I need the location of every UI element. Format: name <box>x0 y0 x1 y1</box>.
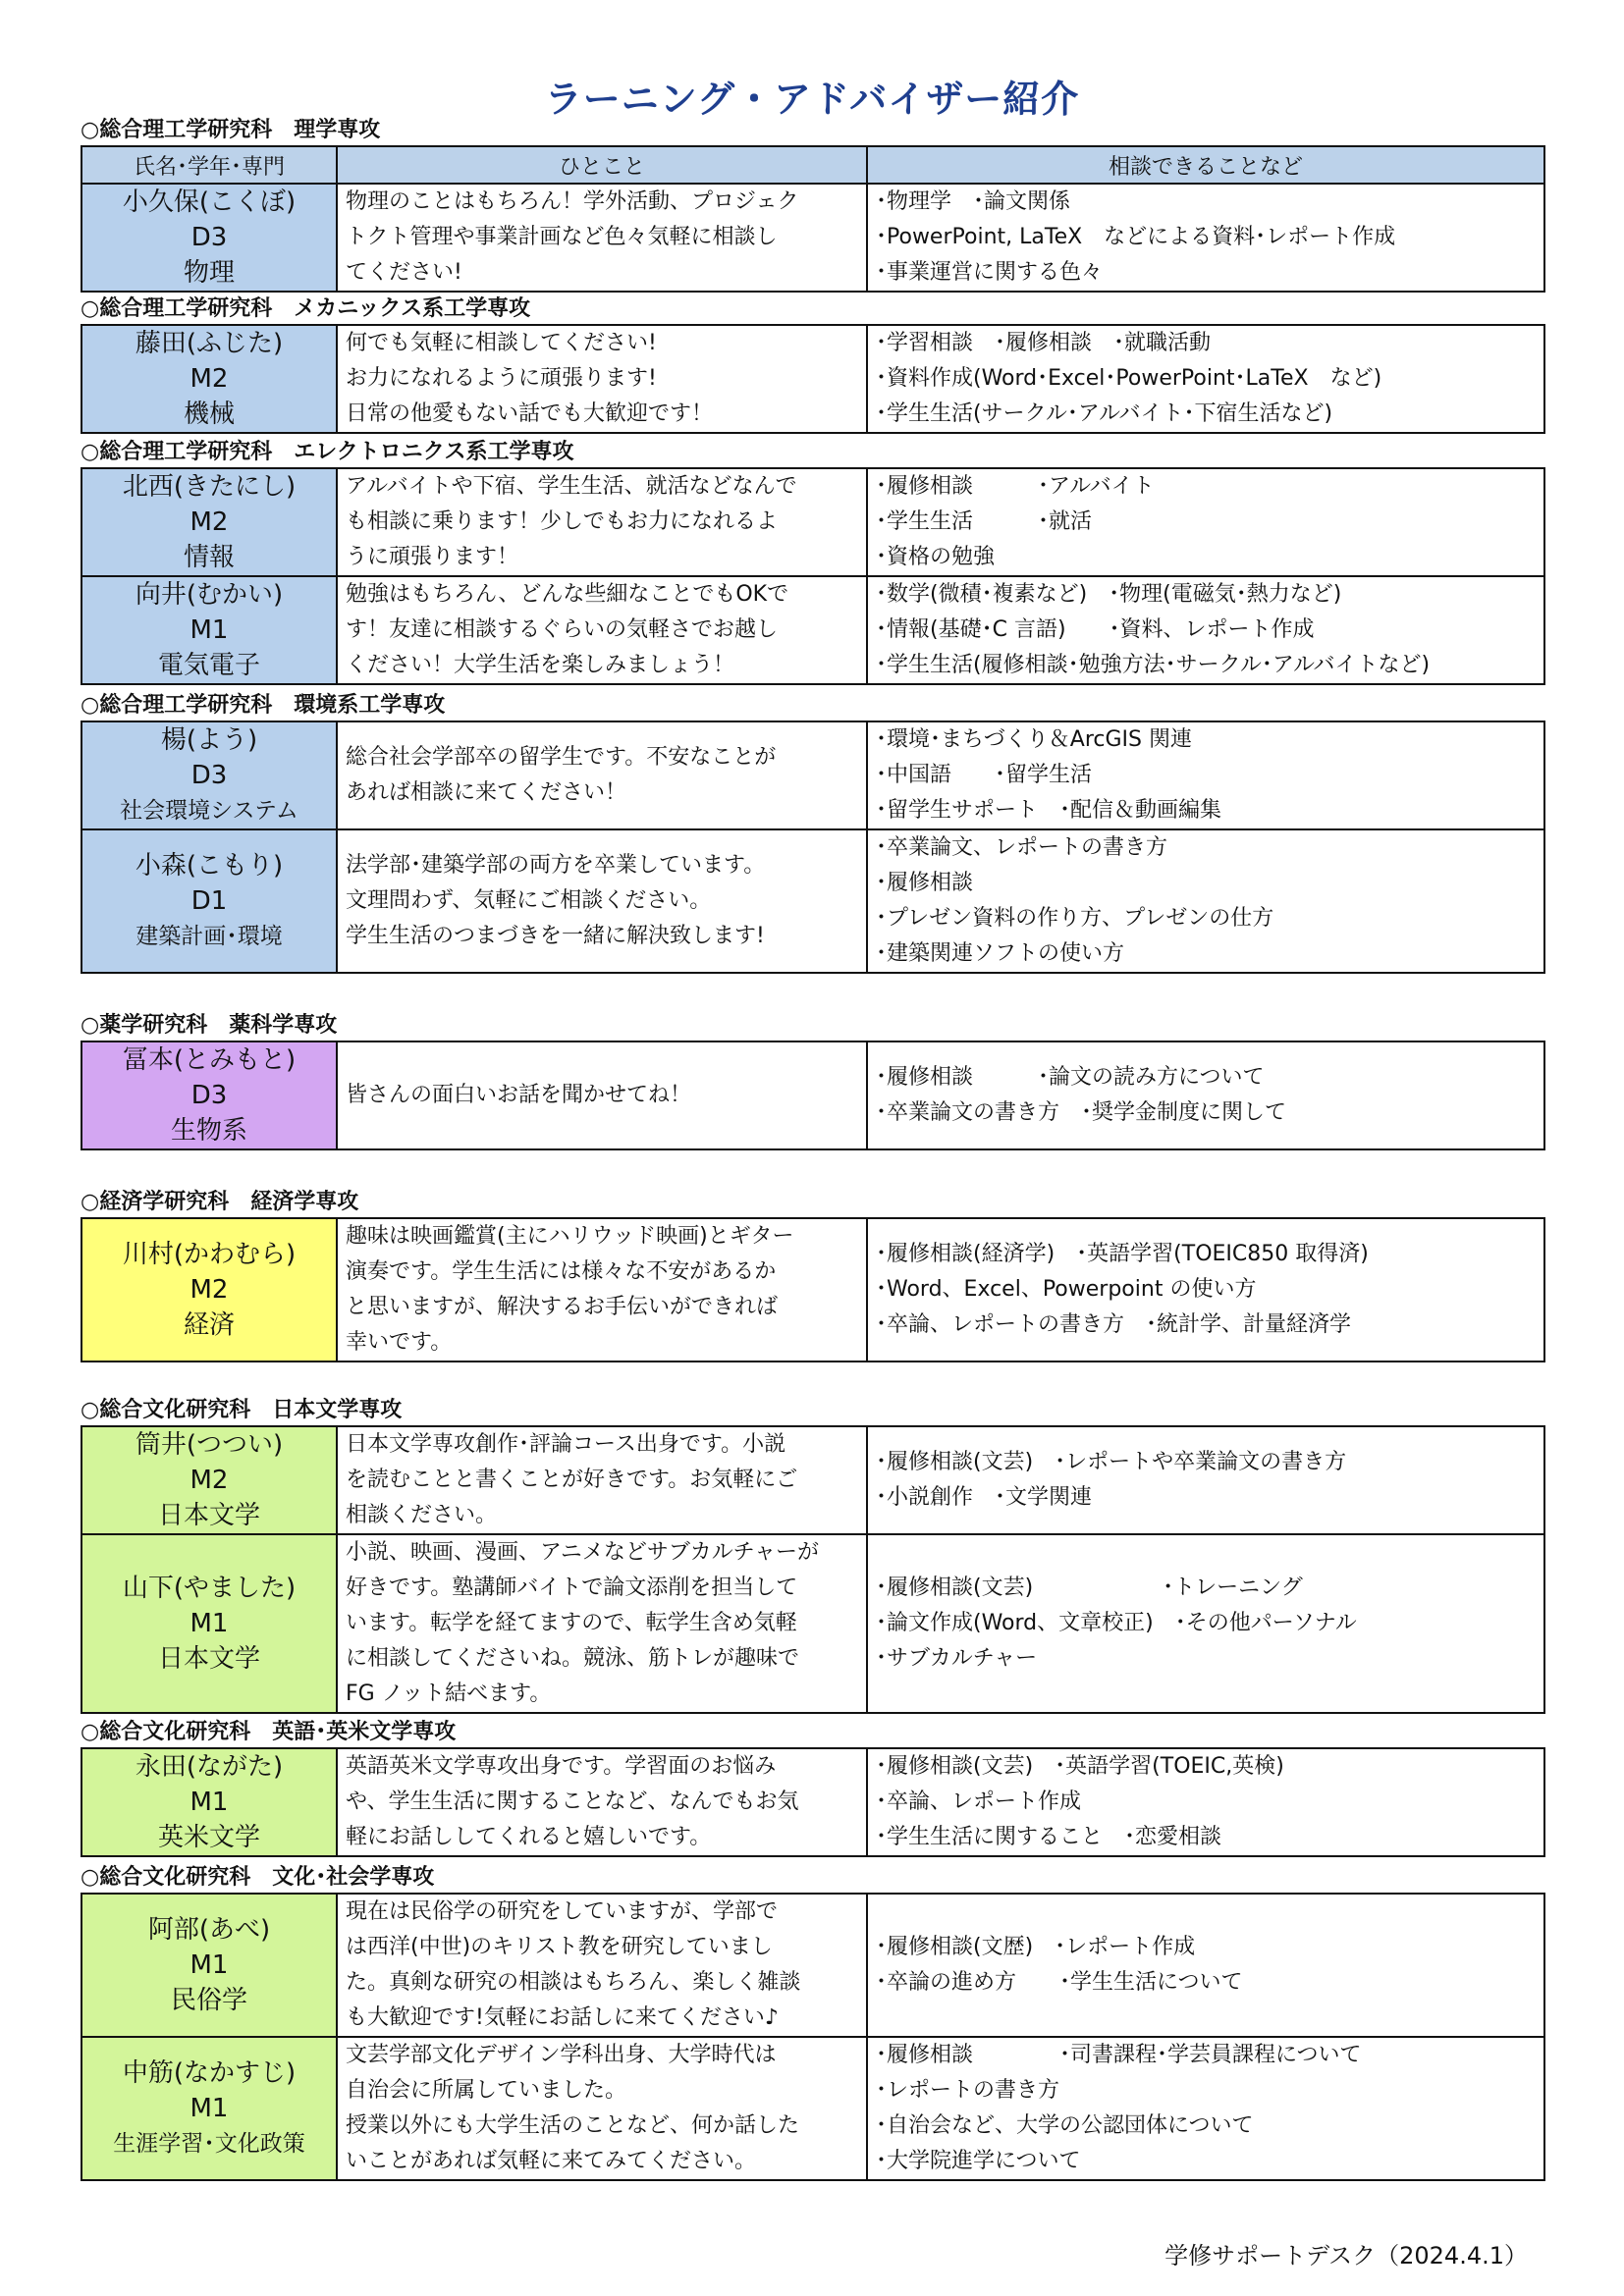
advisor-name: 冨本(とみもと) <box>122 1045 297 1075</box>
header-name: 氏名･学年･専門 <box>81 146 337 184</box>
message-line: 勉強はもちろん、どんな些細なことでもOKで <box>346 582 789 607</box>
section-heading: ○薬学研究科 薬科学専攻 <box>81 1013 338 1038</box>
message-line: 幸いです。 <box>346 1330 453 1355</box>
advisor-row <box>81 325 1544 433</box>
message-line: と思いますが、解決するお手伝いができれば <box>346 1295 779 1319</box>
advisor-dept: 英米文学 <box>157 1823 260 1852</box>
advisor-profile <box>81 1894 337 2037</box>
message-line: た。真剣な研究の相談はもちろん、楽しく雑談 <box>346 1970 801 1995</box>
section-english-literature <box>81 1718 1543 1857</box>
section-heading: ○総合文化研究科 文化･社会学専攻 <box>81 1865 435 1890</box>
advisor-topics <box>867 2037 1544 2180</box>
message-line: うに頑張ります！ <box>346 545 519 569</box>
section-heading: ○総合文化研究科 英語･英米文学専攻 <box>81 1720 457 1744</box>
message-line: 小説、映画、漫画、アニメなどサブカルチャーが <box>346 1540 820 1565</box>
advisor-topics <box>867 184 1544 292</box>
topic-line: ･学生生活に関すること ･恋愛相談 <box>876 1825 1222 1849</box>
message-line: に相談してくださいね。競泳、筋トレが趣味で <box>346 1646 800 1671</box>
advisor-table <box>81 1425 1545 1714</box>
advisor-message <box>337 184 867 292</box>
advisor-name: 藤田(ふじた) <box>135 329 284 358</box>
advisor-profile <box>81 1426 337 1534</box>
advisor-message <box>337 2037 867 2180</box>
section-pharmacy <box>81 1011 1543 1150</box>
message-line: 日本文学専攻創作･評論コース出身です。小説 <box>346 1432 786 1457</box>
message-line: 総合社会学部卒の留学生です。不安なことが <box>346 745 777 770</box>
message-line: 趣味は映画鑑賞(主にハリウッド映画)とギター <box>346 1224 794 1249</box>
topic-line: ･資料作成(Word･Excel･PowerPoint･LaTeX など) <box>876 366 1382 391</box>
advisor-profile <box>81 325 337 433</box>
advisor-name: 楊(よう) <box>160 725 258 755</box>
advisor-profile <box>81 576 337 684</box>
advisor-name: 阿部(あべ) <box>147 1915 271 1945</box>
advisor-message <box>337 1218 867 1362</box>
advisor-topics <box>867 1041 1544 1149</box>
advisor-row <box>81 468 1544 576</box>
advisor-row <box>81 1894 1544 2037</box>
advisor-row <box>81 829 1544 973</box>
message-line: 文芸学部文化デザイン学科出身、大学時代は <box>346 2043 777 2067</box>
advisor-topics <box>867 1218 1544 1362</box>
section-heading: ○総合理工学研究科 エレクトロニクス系工学専攻 <box>81 440 574 464</box>
message-line: 日常の他愛もない話でも大歓迎です！ <box>346 401 714 426</box>
topic-line: ･プレゼン資料の作り方、プレゼンの仕方 <box>876 906 1274 931</box>
message-line: います。転学を経てますので、転学生含め気軽 <box>346 1611 797 1635</box>
topic-line: ･物理学 ･論文関係 <box>876 189 1071 214</box>
advisor-message <box>337 721 867 829</box>
topic-line: ･留学生サポート ･配信＆動画編集 <box>876 798 1222 823</box>
advisor-topics <box>867 576 1544 684</box>
message-line: 相談ください。 <box>346 1503 498 1527</box>
topic-line: ･卒論、レポートの書き方 ･統計学、計量経済学 <box>876 1312 1352 1337</box>
advisor-dept: 生涯学習･文化政策 <box>113 2131 305 2157</box>
message-line: 皆さんの面白いお話を聞かせてね！ <box>346 1083 692 1107</box>
advisor-name: 向井(むかい) <box>135 580 284 610</box>
advisor-profile <box>81 1041 337 1149</box>
topic-line: ･履修相談(文歴) ･レポート作成 <box>876 1935 1196 1959</box>
message-line: 好きです。塾講師バイトで論文添削を担当して <box>346 1575 798 1600</box>
advisor-row <box>81 721 1544 829</box>
section-economics <box>81 1188 1543 1362</box>
advisor-dept: 社会環境システム <box>120 798 298 824</box>
header-topics: 相談できることなど <box>867 146 1544 184</box>
message-line: 演奏です。学生生活には様々な不安があるか <box>346 1259 777 1284</box>
advisor-row <box>81 1218 1544 1362</box>
topic-line: ･学生生活(履修相談･勉強方法･サークル･アルバイトなど) <box>876 653 1431 677</box>
advisor-year: M1 <box>189 1788 229 1817</box>
advisor-dept: 建築計画･環境 <box>135 924 283 949</box>
advisor-table <box>81 324 1545 434</box>
section-heading: ○総合理工学研究科 メカニックス系工学専攻 <box>81 296 531 321</box>
section-heading: ○総合理工学研究科 環境系工学専攻 <box>81 693 446 718</box>
topic-line: ･履修相談 <box>876 871 974 895</box>
message-line: 文理問わず、気軽にご相談ください。 <box>346 888 712 913</box>
advisor-profile <box>81 468 337 576</box>
advisor-table <box>81 1747 1545 1857</box>
advisor-dept: 経済 <box>183 1310 235 1340</box>
advisor-year: M1 <box>189 1950 229 1980</box>
message-line: は西洋(中世)のキリスト教を研究していまし <box>346 1935 773 1959</box>
advisor-topics <box>867 325 1544 433</box>
topic-line: ･サブカルチャー <box>876 1646 1038 1671</box>
message-line: アルバイトや下宿、学生生活、就活などなんで <box>346 474 797 499</box>
advisor-row <box>81 1534 1544 1713</box>
advisor-dept: 情報 <box>183 543 235 572</box>
advisor-topics <box>867 468 1544 576</box>
advisor-profile <box>81 1218 337 1362</box>
advisor-year: D1 <box>190 886 228 916</box>
message-line: 自治会に所属していました。 <box>346 2078 627 2103</box>
section-mechanics <box>81 294 1543 434</box>
advisor-row <box>81 1426 1544 1534</box>
topic-line: ･事業運営に関する色々 <box>876 260 1104 285</box>
advisor-row <box>81 184 1544 292</box>
topic-line: ･資格の勉強 <box>876 545 996 569</box>
section-science <box>81 116 1543 293</box>
advisor-year: M1 <box>189 615 229 645</box>
message-line: も相談に乗ります！少しでもお力になれるよ <box>346 509 779 534</box>
section-heading: ○総合理工学研究科 理学専攻 <box>81 118 381 142</box>
advisor-message <box>337 576 867 684</box>
advisor-profile <box>81 1534 337 1713</box>
advisor-table <box>81 721 1545 974</box>
topic-line: ･履修相談 ･論文の読み方について <box>876 1065 1265 1090</box>
message-line: を読むことと書くことが好きです。お気軽にご <box>346 1468 798 1492</box>
advisor-name: 中筋(なかすじ) <box>122 2058 297 2088</box>
page-title: ラーニング・アドバイザー紹介 <box>544 78 1080 121</box>
message-line: トクト管理や事業計画など色々気軽に相談し <box>346 225 778 249</box>
advisor-dept: 物理 <box>183 258 235 288</box>
message-line: 何でも気軽に相談してください! <box>346 331 657 355</box>
advisor-row <box>81 2037 1544 2180</box>
topic-line: ･学生生活(サークル･アルバイト･下宿生活など) <box>876 401 1333 426</box>
topic-line: ･卒業論文の書き方 ･奨学金制度に関して <box>876 1100 1287 1125</box>
advisor-year: D3 <box>190 1081 228 1110</box>
topic-line: ･数学(微積･複素など) ･物理(電磁気･熱力など) <box>876 582 1342 607</box>
advisor-table <box>81 145 1545 293</box>
topic-line: ･中国語 ･留学生活 <box>876 763 1093 787</box>
advisor-year: D3 <box>190 223 228 252</box>
topic-line: ･履修相談(文芸) ･レポートや卒業論文の書き方 <box>876 1450 1347 1474</box>
section-environment <box>81 691 1543 974</box>
advisor-year: D3 <box>190 761 228 790</box>
topic-line: ･建築関連ソフトの使い方 <box>876 941 1125 966</box>
message-line: 英語英米文学専攻出身です。学習面のお悩み <box>346 1754 777 1779</box>
advisor-name: 北西(きたにし) <box>122 472 297 502</box>
advisor-profile <box>81 829 337 973</box>
topic-line: ･情報(基礎･C 言語) ･資料、レポート作成 <box>876 617 1315 642</box>
advisor-profile <box>81 1748 337 1856</box>
advisor-year: M2 <box>189 1466 229 1495</box>
advisor-message <box>337 1894 867 2037</box>
advisor-topics <box>867 829 1544 973</box>
advisor-row <box>81 1041 1544 1149</box>
table-header-row <box>81 146 1544 184</box>
advisor-row <box>81 1748 1544 1856</box>
advisor-message <box>337 1041 867 1149</box>
advisor-year: M1 <box>189 2094 229 2123</box>
message-line: す！友達に相談するぐらいの気軽さでお越し <box>346 617 779 642</box>
message-line: 学生生活のつまづきを一緒に解決致します! <box>346 924 765 948</box>
advisor-name: 小久保(こくぼ) <box>122 187 297 217</box>
message-line: お力になれるように頑張ります! <box>346 366 657 391</box>
advisor-message <box>337 1748 867 1856</box>
advisor-message <box>337 325 867 433</box>
advisor-topics <box>867 1426 1544 1534</box>
topic-line: ･小説創作 ･文学関連 <box>876 1485 1093 1510</box>
advisor-table <box>81 1217 1545 1362</box>
advisor-year: M2 <box>189 1275 229 1305</box>
advisor-row <box>81 576 1544 684</box>
message-line: 現在は民俗学の研究をしていますが、学部で <box>346 1899 779 1924</box>
topic-line: ･レポートの書き方 <box>876 2078 1060 2103</box>
header-message: ひとこと <box>337 146 867 184</box>
topic-line: ･大学院進学について <box>876 2149 1081 2173</box>
advisor-profile <box>81 721 337 829</box>
topic-line: ･自治会など、大学の公認団体について <box>876 2113 1254 2138</box>
section-heading: ○経済学研究科 経済学専攻 <box>81 1190 359 1214</box>
footer-credit: 学修サポートデスク（2024.4.1） <box>1164 2242 1528 2269</box>
message-line: 授業以外にも大学生活のことなど、何か話した <box>346 2113 800 2138</box>
advisor-name: 永田(ながた) <box>135 1752 284 1782</box>
message-line: いことがあれば気軽に来てみてください。 <box>346 2149 757 2173</box>
message-line: あれば相談に来てください！ <box>346 780 627 805</box>
advisor-topics <box>867 1534 1544 1713</box>
message-line: てください! <box>346 260 462 285</box>
message-line: も大歓迎です!気軽にお話しに来てください♪ <box>346 2005 779 2030</box>
topic-line: ･卒論の進め方 ･学生生活について <box>876 1970 1243 1995</box>
advisor-dept: 日本文学 <box>157 1644 260 1674</box>
advisor-topics <box>867 721 1544 829</box>
advisor-name: 小森(こもり) <box>135 851 284 881</box>
topic-line: ･履修相談(文芸) ･トレーニング <box>876 1575 1303 1600</box>
topic-line: ･履修相談 ･アルバイト <box>876 474 1155 499</box>
topic-line: ･履修相談(経済学) ･英語学習(TOEIC850 取得済) <box>876 1242 1369 1266</box>
advisor-table <box>81 1041 1545 1150</box>
advisor-year: M2 <box>189 364 229 394</box>
topic-line: ･卒業論文、レポートの書き方 <box>876 835 1168 860</box>
message-line: や、学生生活に関することなど、なんでもお気 <box>346 1789 799 1814</box>
advisor-topics <box>867 1748 1544 1856</box>
topic-line: ･学生生活 ･就活 <box>876 509 1093 534</box>
topic-line: ･環境･まちづくり＆ArcGIS 関連 <box>876 727 1192 752</box>
topic-line: ･卒論、レポート作成 <box>876 1789 1082 1814</box>
section-culture-sociology <box>81 1863 1543 2181</box>
advisor-dept: 生物系 <box>170 1116 247 1146</box>
topic-line: ･Word、Excel、Powerpoint の使い方 <box>876 1277 1257 1302</box>
advisor-message <box>337 829 867 973</box>
advisor-message <box>337 1426 867 1534</box>
advisor-table <box>81 467 1545 685</box>
advisor-year: M1 <box>189 1609 229 1638</box>
advisor-dept: 電気電子 <box>157 651 260 680</box>
advisor-profile <box>81 184 337 292</box>
advisor-topics <box>867 1894 1544 2037</box>
advisor-table <box>81 1893 1545 2181</box>
section-electronics <box>81 438 1543 685</box>
advisor-name: 筒井(つつい) <box>135 1430 284 1460</box>
advisor-dept: 機械 <box>183 400 235 429</box>
advisor-year: M2 <box>189 507 229 537</box>
section-japanese-literature <box>81 1396 1543 1714</box>
advisor-dept: 日本文学 <box>157 1501 260 1530</box>
advisor-profile <box>81 2037 337 2180</box>
message-line: 軽にお話ししてくれると嬉しいです。 <box>346 1825 712 1849</box>
topic-line: ･履修相談(文芸) ･英語学習(TOEIC,英検) <box>876 1754 1284 1779</box>
advisor-message <box>337 1534 867 1713</box>
advisor-name: 山下(やました) <box>122 1574 297 1603</box>
message-line: 法学部･建築学部の両方を卒業しています。 <box>346 853 766 878</box>
message-line: FG ノット結べます。 <box>346 1682 552 1706</box>
topic-line: ･論文作成(Word、文章校正) ･その他パーソナル <box>876 1611 1357 1635</box>
topic-line: ･履修相談 ･司書課程･学芸員課程について <box>876 2043 1362 2067</box>
topic-line: ･学習相談 ･履修相談 ･就職活動 <box>876 331 1212 355</box>
section-heading: ○総合文化研究科 日本文学専攻 <box>81 1398 403 1422</box>
topic-line: ･PowerPoint, LaTeX などによる資料･レポート作成 <box>876 225 1396 249</box>
advisor-message <box>337 468 867 576</box>
advisor-dept: 民俗学 <box>170 1986 247 2015</box>
message-line: 物理のことはもちろん！学外活動、プロジェク <box>346 189 799 214</box>
advisor-name: 川村(かわむら) <box>122 1240 297 1269</box>
message-line: ください！大学生活を楽しみましょう！ <box>346 653 735 677</box>
